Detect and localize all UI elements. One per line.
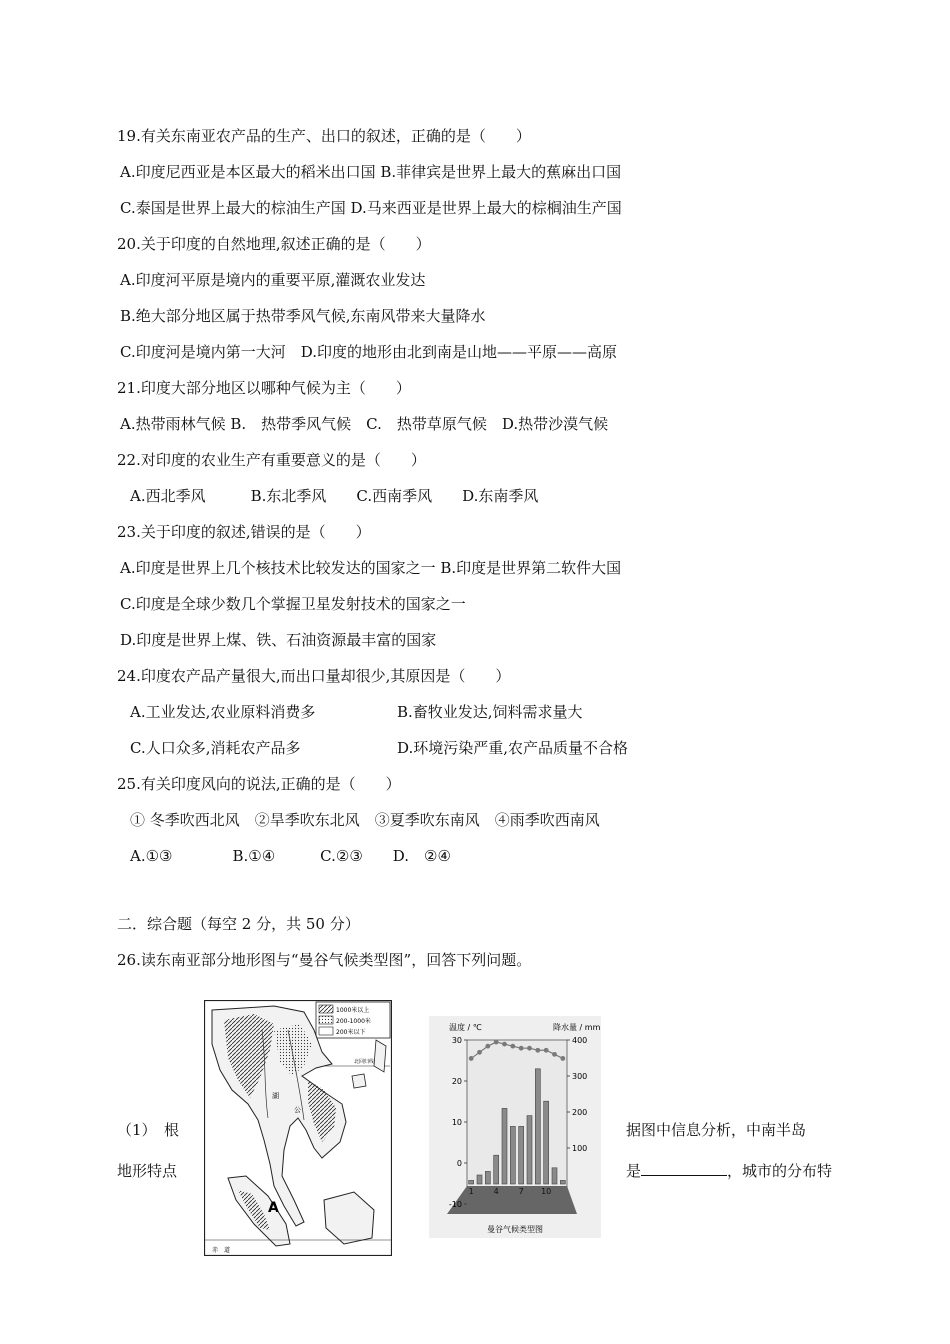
bangkok-climate-chart [429,1016,601,1238]
southeast-asia-terrain-map [204,1000,392,1256]
legend-label-high: 1000米以上 [336,1007,370,1014]
map-legend [316,1002,390,1038]
question-26-stem: 26.读东南亚部分地形图与“曼谷气候类型图”，回答下列问题。 [117,951,532,969]
question-23-line-3: D.印度是世界上煤、铁、石油资源最丰富的国家 [120,631,437,649]
island-east [374,1040,386,1072]
precipitation-bar [535,1069,540,1184]
question-25-stem: 25.有关印度风向的说法,正确的是（ ） [117,775,401,793]
question-26-sub1-left-a: （1） 根 [117,1121,180,1139]
question-19-line-1: A.印度尼西亚是本区最大的稻米出口国 B.菲律宾是世界上最大的蕉麻出口国 [120,163,622,181]
x-tick-label: 7 [518,1187,524,1196]
answer-blank [641,1161,727,1176]
precipitation-bar [552,1168,557,1184]
temperature-point [477,1050,482,1055]
chart-floor [447,1186,577,1214]
precipitation-bar [469,1180,474,1184]
x-tick-label: 4 [493,1187,499,1196]
precipitation-bar [560,1180,565,1184]
y-right-tick-label: 400 [572,1036,588,1045]
y-right-tick-label: 200 [572,1108,588,1117]
temperature-point [510,1044,515,1049]
question-20-line-1: A.印度河平原是境内的重要平原,灌溉农业发达 [120,271,426,289]
temperature-point [560,1056,565,1061]
section-2-title: 二．综合题（每空 2 分，共 50 分） [117,915,360,933]
precipitation-bar [485,1171,490,1184]
temperature-point [469,1056,474,1061]
question-20-stem: 20.关于印度的自然地理,叙述正确的是（ ） [117,235,431,253]
map-label-a: A [268,1200,279,1216]
question-19-line-2: C.泰国是世界上最大的棕油生产国 D.马来西亚是世界上最大的棕榈油生产国 [120,199,622,217]
question-20-line-3: C.印度河是境内第一大河 D.印度的地形由北到南是山地——平原——高原 [120,343,617,361]
y-right-tick-label: 300 [572,1072,588,1081]
question-23-line-1: A.印度是世界上几个核技术比较发达的国家之一 B.印度是世界第二软件大国 [120,559,622,577]
chart-title: 曼谷气候类型图 [487,1225,543,1234]
y-left-tick-label: -10 [448,1200,462,1209]
temperature-point [544,1048,549,1053]
precipitation-bar [527,1116,532,1184]
legend-label-low: 200米以下 [336,1029,366,1036]
question-21-line-1: A.热带雨林气候 B. 热带季风气候 C. 热带草原气候 D.热带沙漠气候 [120,415,609,433]
tropic-label: 北回归线 [354,1059,375,1065]
map-label-lake: 湖 [272,1092,279,1100]
question-26-sub1-right-b [626,1161,832,1181]
precipitation-bar [477,1175,482,1184]
temperature-point [519,1046,524,1051]
precipitation-bar [510,1126,515,1184]
x-tick-label: 1 [468,1187,474,1196]
y-left-tick-label: 20 [451,1077,462,1086]
sub1-right-b-pre: 是 [626,1162,642,1180]
y-right-label: 降水量 / mm [553,1023,601,1032]
x-tick-label: 10 [541,1187,552,1196]
question-21-stem: 21.印度大部分地区以哪种气候为主（ ） [117,379,411,397]
question-19-stem: 19.有关东南亚农产品的生产、出口的叙述，正确的是（ ） [117,127,531,145]
legend-swatch-high [319,1005,333,1013]
question-26-sub1-right-a: 据图中信息分析，中南半岛 [626,1121,807,1139]
temperature-point [527,1046,532,1051]
legend-swatch-low [319,1027,333,1035]
temperature-point [502,1042,507,1047]
legend-label-mid: 200-1000米 [336,1018,371,1025]
question-23-stem: 23.关于印度的叙述,错误的是（ ） [117,523,371,541]
y-right-tick-label: 100 [572,1144,588,1153]
question-20-line-2: B.绝大部分地区属于热带季风气候,东南风带来大量降水 [120,307,486,325]
sub1-right-b-post: ，城市的分布特 [727,1162,833,1180]
question-22-stem: 22.对印度的农业生产有重要意义的是（ ） [117,451,426,469]
precipitation-bar [544,1101,549,1184]
question-24-option-d: D.环境污染严重,农产品质量不合格 [397,739,629,757]
temperature-point [552,1052,557,1057]
question-23-line-2: C.印度是全球少数几个掌握卫星发射技术的国家之一 [120,595,466,613]
y-left-tick-label: 30 [451,1036,462,1045]
question-24-option-a: A.工业发达,农业原料消费多 [130,703,316,721]
question-26-sub1-left-b: 地形特点 [117,1162,178,1180]
question-22-line-1: A.西北季风 B.东北季风 C.西南季风 D.东南季风 [130,487,539,505]
precipitation-bar [494,1155,499,1184]
question-24-option-b: B.畜牧业发达,饲料需求量大 [397,703,583,721]
precipitation-bar [519,1126,524,1184]
question-24-stem: 24.印度农产品产量很大,而出口量却很少,其原因是（ ） [117,667,511,685]
equator-label: 赤 道 [212,1247,231,1254]
question-25-statements: ① 冬季吹西北风 ②旱季吹东北风 ③夏季吹东南风 ④雨季吹西南风 [130,811,600,829]
temperature-point [485,1044,490,1049]
y-left-tick-label: 0 [456,1159,462,1168]
hainan-island [352,1074,366,1088]
temperature-point [494,1040,499,1045]
precipitation-bar [502,1108,507,1184]
map-label-gong: 公 [294,1106,301,1114]
y-left-label: 温度 / ℃ [449,1023,482,1032]
question-24-option-c: C.人口众多,消耗农产品多 [130,739,301,757]
y-left-tick-label: 10 [451,1118,462,1127]
temperature-point [535,1048,540,1053]
legend-swatch-mid [319,1016,333,1024]
question-25-options: A.①③ B.①④ C.②③ D. ②④ [130,847,451,865]
